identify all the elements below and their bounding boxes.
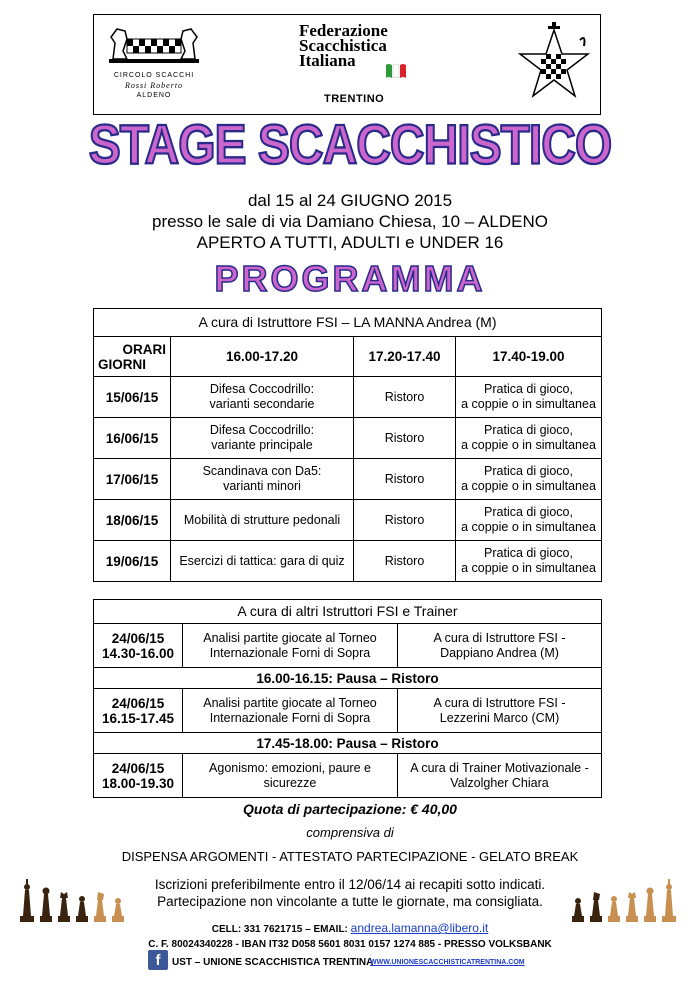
phone-text: CELL: 331 7621715 – EMAIL: bbox=[211, 924, 351, 935]
ust-footer bbox=[148, 950, 568, 972]
ust-name: UST – UNIONE SCACCHISTICA TRENTINA bbox=[172, 957, 374, 968]
chess-knights-icon bbox=[109, 25, 199, 65]
instructor-line1: A cura di Istruttore FSI - bbox=[433, 695, 566, 710]
corner-orari: ORARI bbox=[122, 341, 166, 357]
session-time bbox=[94, 689, 183, 733]
topic-line1: Scandinava con Da5: bbox=[202, 464, 322, 478]
fsi-line3: Italiana bbox=[299, 51, 356, 70]
practice-line2: a coppie o in simultanea bbox=[461, 520, 596, 534]
fiscal-info: C. F. 80024340228 - IBAN IT32 D058 5601 8031 0157 1274 885 - PRESSO VOLKSBANK bbox=[148, 939, 552, 950]
fsi-line2: Scacchistica bbox=[299, 36, 387, 55]
col-header-2: 17.20-17.40 bbox=[354, 337, 456, 377]
row-break: Ristoro bbox=[354, 459, 456, 500]
row-day: 16/06/15 bbox=[94, 418, 171, 459]
facebook-icon[interactable]: f bbox=[148, 950, 168, 970]
session-time bbox=[94, 624, 183, 668]
session-instructor bbox=[398, 689, 602, 733]
session-hours: 14.30-16.00 bbox=[101, 645, 175, 661]
topic-line1: Difesa Coccodrillo: bbox=[209, 382, 315, 396]
row-topic bbox=[171, 377, 354, 418]
registration-line1: Iscrizioni preferibilmente entro il 12/06/14 ai recapiti sotto indicati. bbox=[154, 877, 546, 892]
row-topic bbox=[171, 541, 354, 582]
row-break: Ristoro bbox=[354, 377, 456, 418]
row-topic bbox=[171, 418, 354, 459]
topic-line2: varianti minori bbox=[223, 479, 301, 493]
session-hours: 18.00-19.30 bbox=[101, 775, 175, 791]
row-practice bbox=[456, 377, 602, 418]
col-header-3: 17.40-19.00 bbox=[456, 337, 602, 377]
row-practice bbox=[456, 418, 602, 459]
instructor-line2: Dappiano Andrea (M) bbox=[440, 645, 559, 660]
topic-line2: varianti secondarie bbox=[209, 397, 315, 411]
programma-title: PROGRAMMA bbox=[214, 258, 486, 299]
table-row bbox=[94, 541, 602, 582]
fsi-line1: Federazione bbox=[299, 21, 388, 40]
registration-line2: Partecipazione non vincolante a tutte le giornate, ma consigliata. bbox=[157, 894, 543, 909]
chess-pieces-right-icon bbox=[568, 876, 680, 926]
intro-audience: APERTO A TUTTI, ADULTI e UNDER 16 bbox=[196, 233, 504, 252]
row-practice bbox=[456, 500, 602, 541]
instructor-line2: Lezzerini Marco (CM) bbox=[439, 710, 560, 725]
circolo-person: Rossi Roberto bbox=[124, 81, 184, 90]
schedule-table-1 bbox=[93, 308, 602, 582]
row-break: Ristoro bbox=[354, 541, 456, 582]
instructor-line1: A cura di Istruttore FSI - bbox=[433, 630, 566, 645]
col-header-1: 16.00-17.20 bbox=[171, 337, 354, 377]
practice-line1: Pratica di gioco, bbox=[484, 546, 573, 560]
session-date: 24/06/15 bbox=[111, 760, 165, 776]
row-day: 17/06/15 bbox=[94, 459, 171, 500]
row-break: Ristoro bbox=[354, 500, 456, 541]
stage-title: STAGE SCACCHISTICO bbox=[88, 115, 612, 176]
practice-line1: Pratica di gioco, bbox=[484, 505, 573, 519]
topic-line1: Mobilità di strutture pedonali bbox=[183, 512, 341, 527]
intro-location: presso le sale di via Damiano Chiesa, 10 – ALDENO bbox=[152, 212, 548, 231]
intro bbox=[0, 190, 700, 253]
table-row bbox=[94, 459, 602, 500]
circolo-town: ALDENO bbox=[136, 92, 172, 99]
topic-line1: Difesa Coccodrillo: bbox=[209, 423, 315, 437]
topic-line1: Analisi partite giocate al Torneo bbox=[203, 630, 377, 645]
email-link[interactable]: andrea.lamanna@libero.it bbox=[350, 921, 489, 935]
contact-line bbox=[0, 921, 700, 937]
intro-dates: dal 15 al 24 GIUGNO 2015 bbox=[247, 191, 453, 210]
includes-list: DISPENSA ARGOMENTI - ATTESTATO PARTECIPAZIONE - GELATO BREAK bbox=[121, 849, 579, 864]
topic-line1: Agonismo: emozioni, paure e bbox=[209, 760, 371, 775]
row-day: 18/06/15 bbox=[94, 500, 171, 541]
circolo-logo bbox=[104, 25, 204, 105]
pause-row-1: 16.00-16.15: Pausa – Ristoro bbox=[94, 668, 602, 689]
topic-line1: Esercizi di tattica: gara di quiz bbox=[179, 553, 345, 568]
table1-corner bbox=[94, 337, 171, 377]
instructor-line1: A cura di Trainer Motivazionale - bbox=[410, 760, 589, 775]
chess-star-logo-icon bbox=[514, 20, 594, 108]
instructor-line2: Valzolgher Chiara bbox=[450, 775, 549, 790]
practice-line2: a coppie o in simultanea bbox=[461, 397, 596, 411]
topic-line2: sicurezze bbox=[263, 775, 317, 790]
practice-line2: a coppie o in simultanea bbox=[461, 561, 596, 575]
table-row bbox=[94, 377, 602, 418]
topic-line2: variante principale bbox=[211, 438, 313, 452]
session-instructor bbox=[398, 754, 602, 798]
includes-label: comprensiva di bbox=[306, 825, 394, 840]
registration-info bbox=[138, 876, 562, 910]
session-date: 24/06/15 bbox=[111, 630, 165, 646]
session-date: 24/06/15 bbox=[111, 695, 165, 711]
topic-line2: Internazionale Forni di Sopra bbox=[209, 710, 371, 725]
session-topic bbox=[183, 754, 398, 798]
row-day: 19/06/15 bbox=[94, 541, 171, 582]
session-hours: 16.15-17.45 bbox=[101, 710, 175, 726]
practice-line1: Pratica di gioco, bbox=[484, 423, 573, 437]
topic-line2: Internazionale Forni di Sopra bbox=[209, 645, 371, 660]
session-time bbox=[94, 754, 183, 798]
session-topic bbox=[183, 624, 398, 668]
row-practice bbox=[456, 459, 602, 500]
table1-caption: A cura di Istruttore FSI – LA MANNA Andrea (M) bbox=[94, 309, 602, 337]
row-break: Ristoro bbox=[354, 418, 456, 459]
header-box bbox=[93, 14, 601, 115]
table-row bbox=[94, 418, 602, 459]
fsi-logo bbox=[299, 23, 429, 68]
row-topic bbox=[171, 500, 354, 541]
row-practice bbox=[456, 541, 602, 582]
row-topic bbox=[171, 459, 354, 500]
session-instructor bbox=[398, 624, 602, 668]
schedule-table-2 bbox=[93, 599, 602, 798]
chess-pieces-left-icon bbox=[16, 876, 128, 926]
table2-caption: A cura di altri Istruttori FSI e Trainer bbox=[94, 600, 602, 624]
corner-giorni: GIORNI bbox=[98, 356, 147, 372]
practice-line1: Pratica di gioco, bbox=[484, 464, 573, 478]
practice-line2: a coppie o in simultanea bbox=[461, 479, 596, 493]
table-row bbox=[94, 689, 602, 733]
practice-line2: a coppie o in simultanea bbox=[461, 438, 596, 452]
row-day: 15/06/15 bbox=[94, 377, 171, 418]
italian-flag-icon bbox=[384, 63, 408, 79]
circolo-name: CIRCOLO SCACCHI bbox=[113, 72, 195, 79]
topic-line1: Analisi partite giocate al Torneo bbox=[203, 695, 377, 710]
pause-row-2: 17.45-18.00: Pausa – Ristoro bbox=[94, 733, 602, 754]
fee-text: Quota di partecipazione: € 40,00 bbox=[243, 801, 457, 817]
table-row bbox=[94, 754, 602, 798]
ust-website-link[interactable]: WWW.UNIONESCACCHISTICATRENTINA.COM bbox=[370, 959, 525, 966]
table-row bbox=[94, 624, 602, 668]
practice-line1: Pratica di gioco, bbox=[484, 382, 573, 396]
session-topic bbox=[183, 689, 398, 733]
table-row bbox=[94, 500, 602, 541]
trentino-label: TRENTINO bbox=[324, 93, 385, 105]
contacts bbox=[0, 921, 700, 952]
